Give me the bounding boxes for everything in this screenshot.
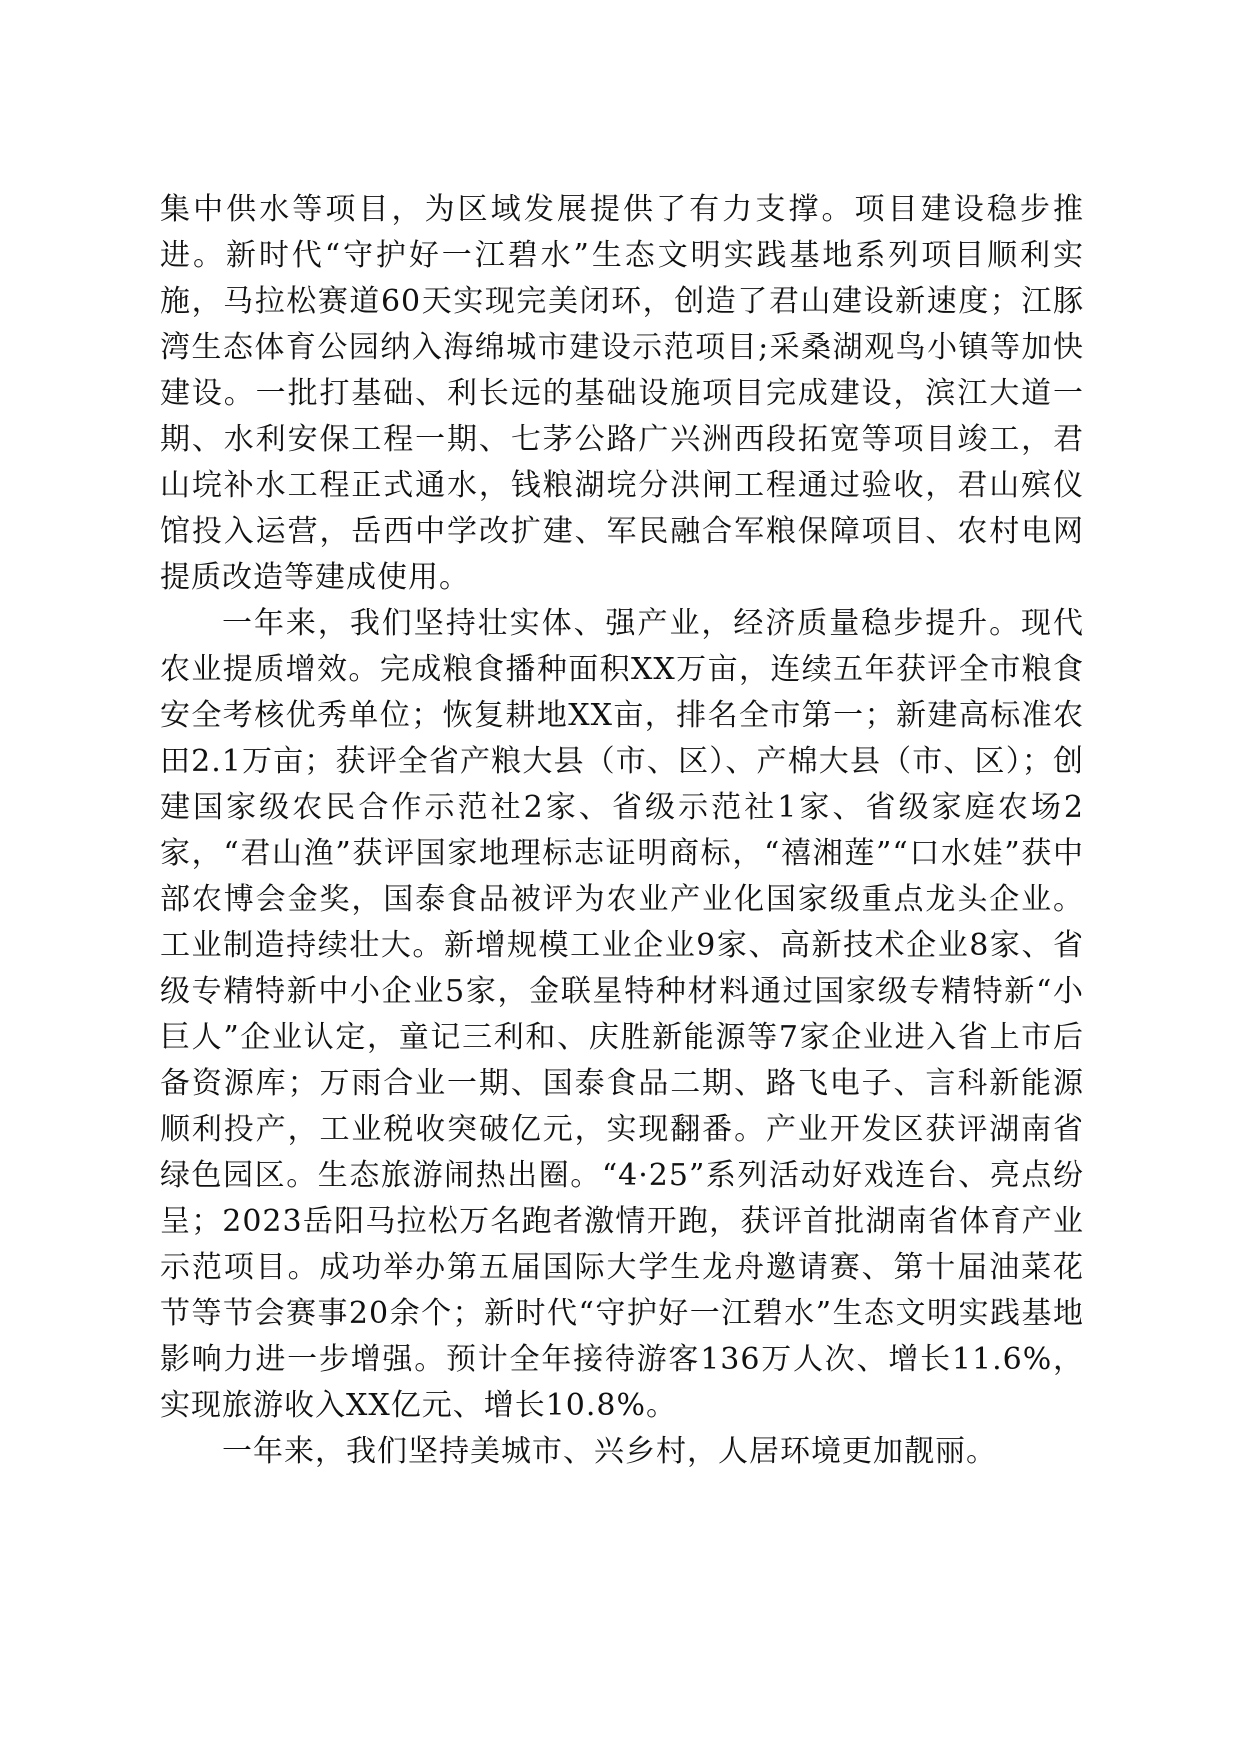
paragraph-economy-industry: 一年来，我们坚持壮实体、强产业，经济质量稳步提升。现代农业提质增效。完成粮食播种面积XX万亩，连续五年获评全市粮食安全考核优秀单位；恢复耕地XX亩，排名全市第一；新建高标准农田2.1万亩；获评全省产粮大县（市、区）、产棉大县（市、区）；创建国家级农民合作示范社2家、省级示范社1家、省级家庭农场2家，“君山渔”获评国家地理标志证明商标，“禧湘莲”“口水娃”获中部农博会金奖，国泰食品被评为农业产业化国家级重点龙头企业。工业制造持续壮大。新增规模工业企业9家、高新技术企业8家、省级专精特新中小企业5家，金联星特种材料通过国家级专精特新“小巨人”企业认定，童记三利和、庆胜新能源等7家企业进入省上市后备资源库；万雨合业一期、国泰食品二期、路飞电子、言科新能源顺利投产，工业税收突破亿元，实现翻番。产业开发区获评湖南省绿色园区。生态旅游闹热出圈。“4·25”系列活动好戏连台、亮点纷呈；2023岳阳马拉松万名跑者激情开跑，获评首批湖南省体育产业示范项目。成功举办第五届国际大学生龙舟邀请赛、第十届油菜花节等节会赛事20余个；新时代“守护好一江碧水”生态文明实践基地影响力进一步增强。预计全年接待游客136万人次、增长11.6%，实现旅游收入XX亿元、增长10.8%。 [160, 606, 1084, 1423]
paragraph-city-countryside: 一年来，我们坚持美城市、兴乡村，人居环境更加靓丽。 [222, 1434, 997, 1469]
document-page [160, 187, 1084, 1475]
paragraph-infrastructure-projects: 集中供水等项目，为区域发展提供了有力支撑。项目建设稳步推进。新时代“守护好一江碧水”生态文明实践基地系列项目顺利实施，马拉松赛道60天实现完美闭环，创造了君山建设新速度；江豚湾生态体育公园纳入海绵城市建设示范项目;采桑湖观鸟小镇等加快建设。一批打基础、利长远的基础设施项目完成建设，滨江大道一期、水利安保工程一期、七茅公路广兴洲西段拓宽等项目竣工，君山垸补水工程正式通水，钱粮湖垸分洪闸工程通过验收，君山殡仪馆投入运营，岳西中学改扩建、军民融合军粮保障项目、农村电网提质改造等建成使用。 [160, 192, 1084, 595]
